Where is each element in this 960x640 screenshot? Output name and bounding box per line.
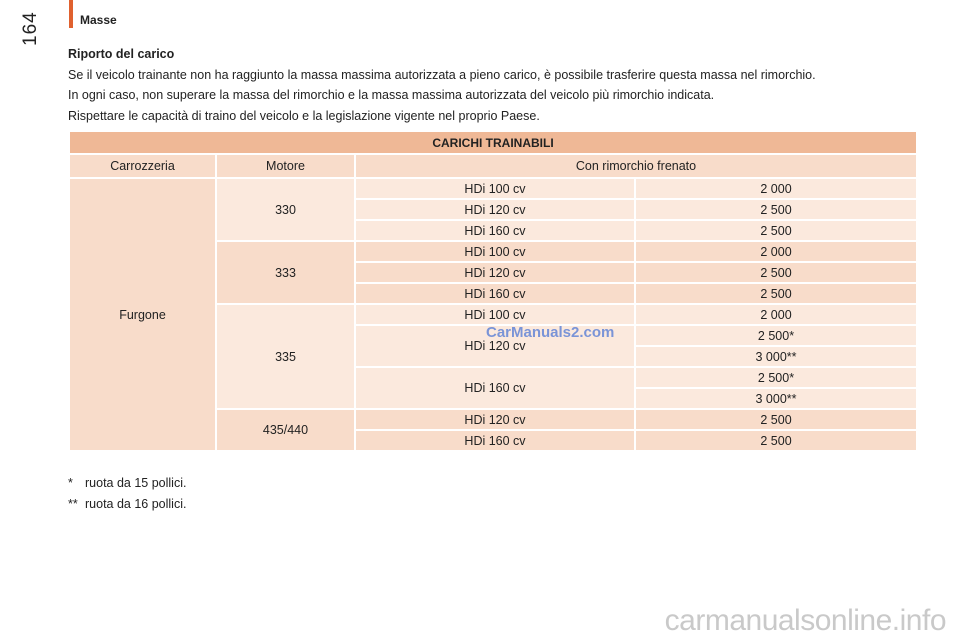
towing-value-cell: 2 500 — [636, 431, 916, 452]
engine-cell: HDi 120 cv — [356, 263, 636, 284]
towing-value-cell: 2 000 — [636, 179, 916, 200]
towing-value-cell: 3 000** — [636, 347, 916, 368]
towing-loads-table — [70, 132, 916, 452]
engine-cell: HDi 160 cv — [356, 284, 636, 305]
column-header-body: Carrozzeria — [70, 155, 217, 179]
footnotes — [68, 473, 186, 514]
engine-cell: HDi 100 cv — [356, 179, 636, 200]
footnote-text: ruota da 15 pollici. — [85, 476, 187, 490]
footnote-mark: ** — [68, 496, 78, 511]
model-cell: 435/440 — [217, 410, 356, 452]
towing-value-cell: 2 500 — [636, 200, 916, 221]
engine-cell: HDi 120 cv — [356, 410, 636, 431]
towing-value-cell: 2 500 — [636, 263, 916, 284]
towing-value-cell: 3 000** — [636, 389, 916, 410]
engine-cell: HDi 160 cv — [356, 368, 636, 410]
body-type-cell: Furgone — [70, 179, 217, 452]
towing-value-cell: 2 000 — [636, 305, 916, 326]
intro-heading: Riporto del carico — [68, 47, 175, 61]
engine-cell: HDi 100 cv — [356, 242, 636, 263]
column-header-braked-trailer: Con rimorchio frenato — [356, 155, 916, 179]
towing-value-cell: 2 000 — [636, 242, 916, 263]
towing-value-cell: 2 500 — [636, 410, 916, 431]
engine-cell: HDi 100 cv — [356, 305, 636, 326]
section-title: Masse — [80, 13, 117, 27]
table-row — [70, 179, 916, 200]
intro-text — [68, 44, 928, 126]
towing-value-cell: 2 500* — [636, 368, 916, 389]
watermark-overlay: CarManuals2.com — [486, 324, 615, 341]
page-number: 164 — [20, 11, 41, 46]
table-title: CARICHI TRAINABILI — [70, 132, 916, 155]
footnote-mark: * — [68, 476, 73, 490]
footer-watermark: carmanualsonline.info — [664, 604, 946, 637]
engine-cell: HDi 160 cv — [356, 221, 636, 242]
towing-value-cell: 2 500 — [636, 284, 916, 305]
model-cell: 333 — [217, 242, 356, 305]
model-cell: 330 — [217, 179, 356, 242]
model-cell: 335 — [217, 305, 356, 410]
intro-paragraph: Rispettare le capacità di traino del veicolo e la legislazione vigente nel proprio Paese. — [68, 108, 540, 123]
footnote — [68, 473, 186, 494]
engine-cell: HDi 120 cv — [356, 326, 636, 368]
footnote — [68, 494, 186, 515]
engine-cell: HDi 120 cv — [356, 200, 636, 221]
towing-value-cell: 2 500* — [636, 326, 916, 347]
column-header-engine-model: Motore — [217, 155, 356, 179]
towing-value-cell: 2 500 — [636, 221, 916, 242]
intro-paragraph: Se il veicolo trainante non ha raggiunto la massa massima autorizzata a pieno carico, è possibile trasferire questa massa nel rimorchio. — [68, 67, 816, 82]
footnote-text: ruota da 16 pollici. — [85, 496, 187, 511]
engine-cell: HDi 160 cv — [356, 431, 636, 452]
section-accent-bar — [69, 0, 73, 28]
intro-paragraph: In ogni caso, non superare la massa del rimorchio e la massa massima autorizzata del veicolo più rimorchio indicata. — [68, 88, 715, 102]
